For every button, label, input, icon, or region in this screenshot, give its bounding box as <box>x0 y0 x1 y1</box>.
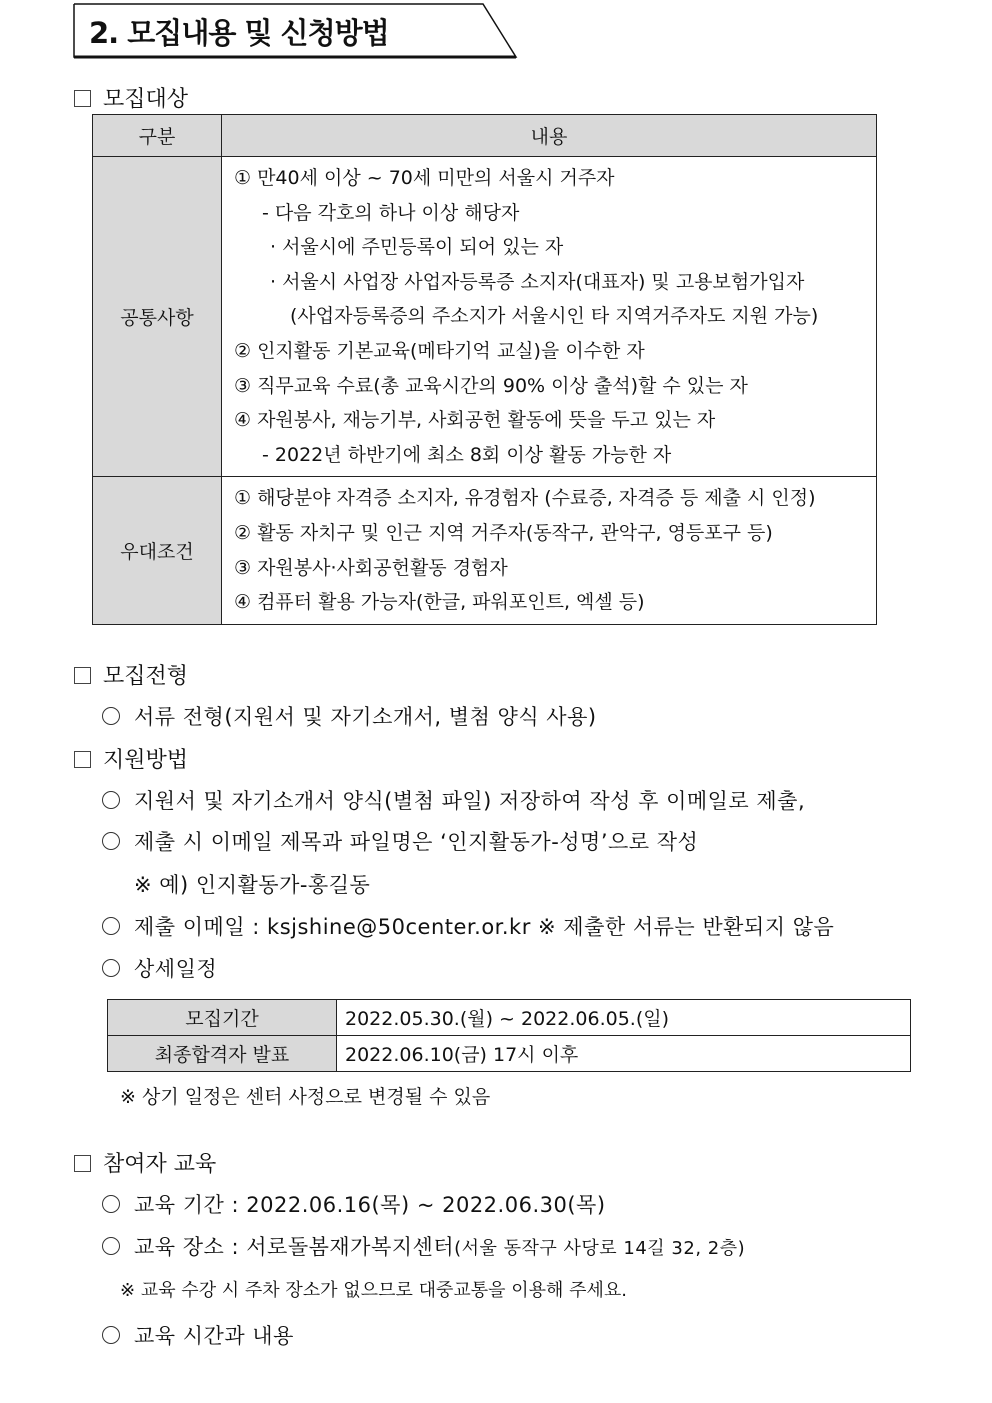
square-bullet-icon <box>74 90 91 107</box>
row-content <box>222 157 877 477</box>
schedule-table <box>107 999 911 1072</box>
item-text: 지원서 및 자기소개서 양식(별첨 파일) 저장하여 작성 후 이메일로 제출, <box>134 789 806 813</box>
content-line: - 다음 각호의 하나 이상 해당자 <box>262 201 520 224</box>
item-text: 교육 장소 : 서로돌봄재가복지센터 <box>134 1235 455 1259</box>
apply-item <box>102 785 805 815</box>
item-text: 교육 기간 : 2022.06.16(목) ~ 2022.06.30(목) <box>134 1193 606 1217</box>
content-line: ③ 자원봉사·사회공헌활동 경험자 <box>234 556 508 579</box>
selection-item <box>102 701 597 731</box>
target-table <box>92 114 877 625</box>
education-item <box>102 1231 745 1261</box>
heading-text: 모집전형 <box>103 664 189 689</box>
content-line: · 서울시에 주민등록이 되어 있는 자 <box>270 236 564 259</box>
heading-education <box>74 1147 216 1178</box>
apply-example: ※ 예) 인지활동가-홍길동 <box>134 873 371 897</box>
table-header-row <box>93 115 877 157</box>
heading-selection <box>74 659 188 690</box>
education-item <box>102 1320 294 1350</box>
content-line: (사업자등록증의 주소지가 서울시인 타 지역거주자도 지원 가능) <box>290 305 819 328</box>
table-row <box>108 1000 911 1036</box>
heading-apply <box>74 743 188 774</box>
apply-item <box>102 911 834 941</box>
circle-bullet-icon <box>102 917 120 935</box>
circle-bullet-icon <box>102 707 120 725</box>
heading-text: 참여자 교육 <box>103 1152 217 1177</box>
content-line: · 서울시 사업장 사업자등록증 소지자(대표자) 및 고용보험가입자 <box>270 270 805 293</box>
section-title: 2. 모집내용 및 신청방법 <box>89 16 389 50</box>
header-content: 내용 <box>222 115 877 157</box>
table-row <box>108 1036 911 1072</box>
item-text: 제출 이메일 : ksjshine@50center.or.kr ※ 제출한 서류는 반환되지 않음 <box>134 915 835 939</box>
content-line: ② 인지활동 기본교육(메타기억 교실)을 이수한 자 <box>234 339 645 362</box>
table-row <box>93 157 877 477</box>
circle-bullet-icon <box>102 832 120 850</box>
circle-bullet-icon <box>102 959 120 977</box>
content-line: ① 만40세 이상 ~ 70세 미만의 서울시 거주자 <box>234 167 615 189</box>
content-line: ④ 자원봉사, 재능기부, 사회공헌 활동에 뜻을 두고 있는 자 <box>234 409 716 432</box>
schedule-note: ※ 상기 일정은 센터 사정으로 변경될 수 있음 <box>120 1086 491 1108</box>
heading-text: 지원방법 <box>103 748 189 773</box>
content-line: ① 해당분야 자격증 소지자, 유경험자 (수료증, 자격증 등 제출 시 인정) <box>234 487 816 510</box>
schedule-value: 2022.05.30.(월) ~ 2022.06.05.(일) <box>337 1000 911 1036</box>
row-category: 우대조건 <box>93 477 222 624</box>
item-text: 서류 전형(지원서 및 자기소개서, 별첨 양식 사용) <box>134 705 597 729</box>
table-row <box>93 477 877 624</box>
circle-bullet-icon <box>102 1195 120 1213</box>
square-bullet-icon <box>74 1155 91 1172</box>
section-title-box <box>73 3 517 57</box>
item-text: 교육 시간과 내용 <box>134 1324 294 1348</box>
content-line: ④ 컴퓨터 활용 가능자(한글, 파워포인트, 엑셀 등) <box>234 591 645 614</box>
schedule-label: 최종합격자 발표 <box>108 1036 337 1072</box>
content-line: ② 활동 자치구 및 인근 지역 거주자(동작구, 관악구, 영등포구 등) <box>234 521 773 544</box>
item-text: 상세일정 <box>134 957 218 981</box>
heading-text: 모집대상 <box>103 87 189 112</box>
header-category: 구분 <box>93 115 222 157</box>
row-category: 공통사항 <box>93 157 222 477</box>
square-bullet-icon <box>74 667 91 684</box>
circle-bullet-icon <box>102 1237 120 1255</box>
heading-target <box>74 82 188 113</box>
item-text: 제출 시 이메일 제목과 파일명은 ‘인지활동가-성명’으로 작성 <box>134 830 699 854</box>
circle-bullet-icon <box>102 791 120 809</box>
apply-item <box>102 826 698 856</box>
education-item <box>102 1189 606 1219</box>
content-line: ③ 직무교육 수료(총 교육시간의 90% 이상 출석)할 수 있는 자 <box>234 374 748 397</box>
circle-bullet-icon <box>102 1326 120 1344</box>
place-detail: (서울 동작구 사당로 14길 32, 2층) <box>454 1238 746 1259</box>
square-bullet-icon <box>74 751 91 768</box>
education-note: ※ 교육 수강 시 주차 장소가 없으므로 대중교통을 이용해 주세요. <box>120 1280 627 1301</box>
row-content <box>222 477 877 624</box>
content-line: - 2022년 하반기에 최소 8회 이상 활동 가능한 자 <box>262 443 672 466</box>
schedule-label: 모집기간 <box>108 1000 337 1036</box>
apply-item <box>102 953 217 983</box>
schedule-value: 2022.06.10(금) 17시 이후 <box>337 1036 911 1072</box>
